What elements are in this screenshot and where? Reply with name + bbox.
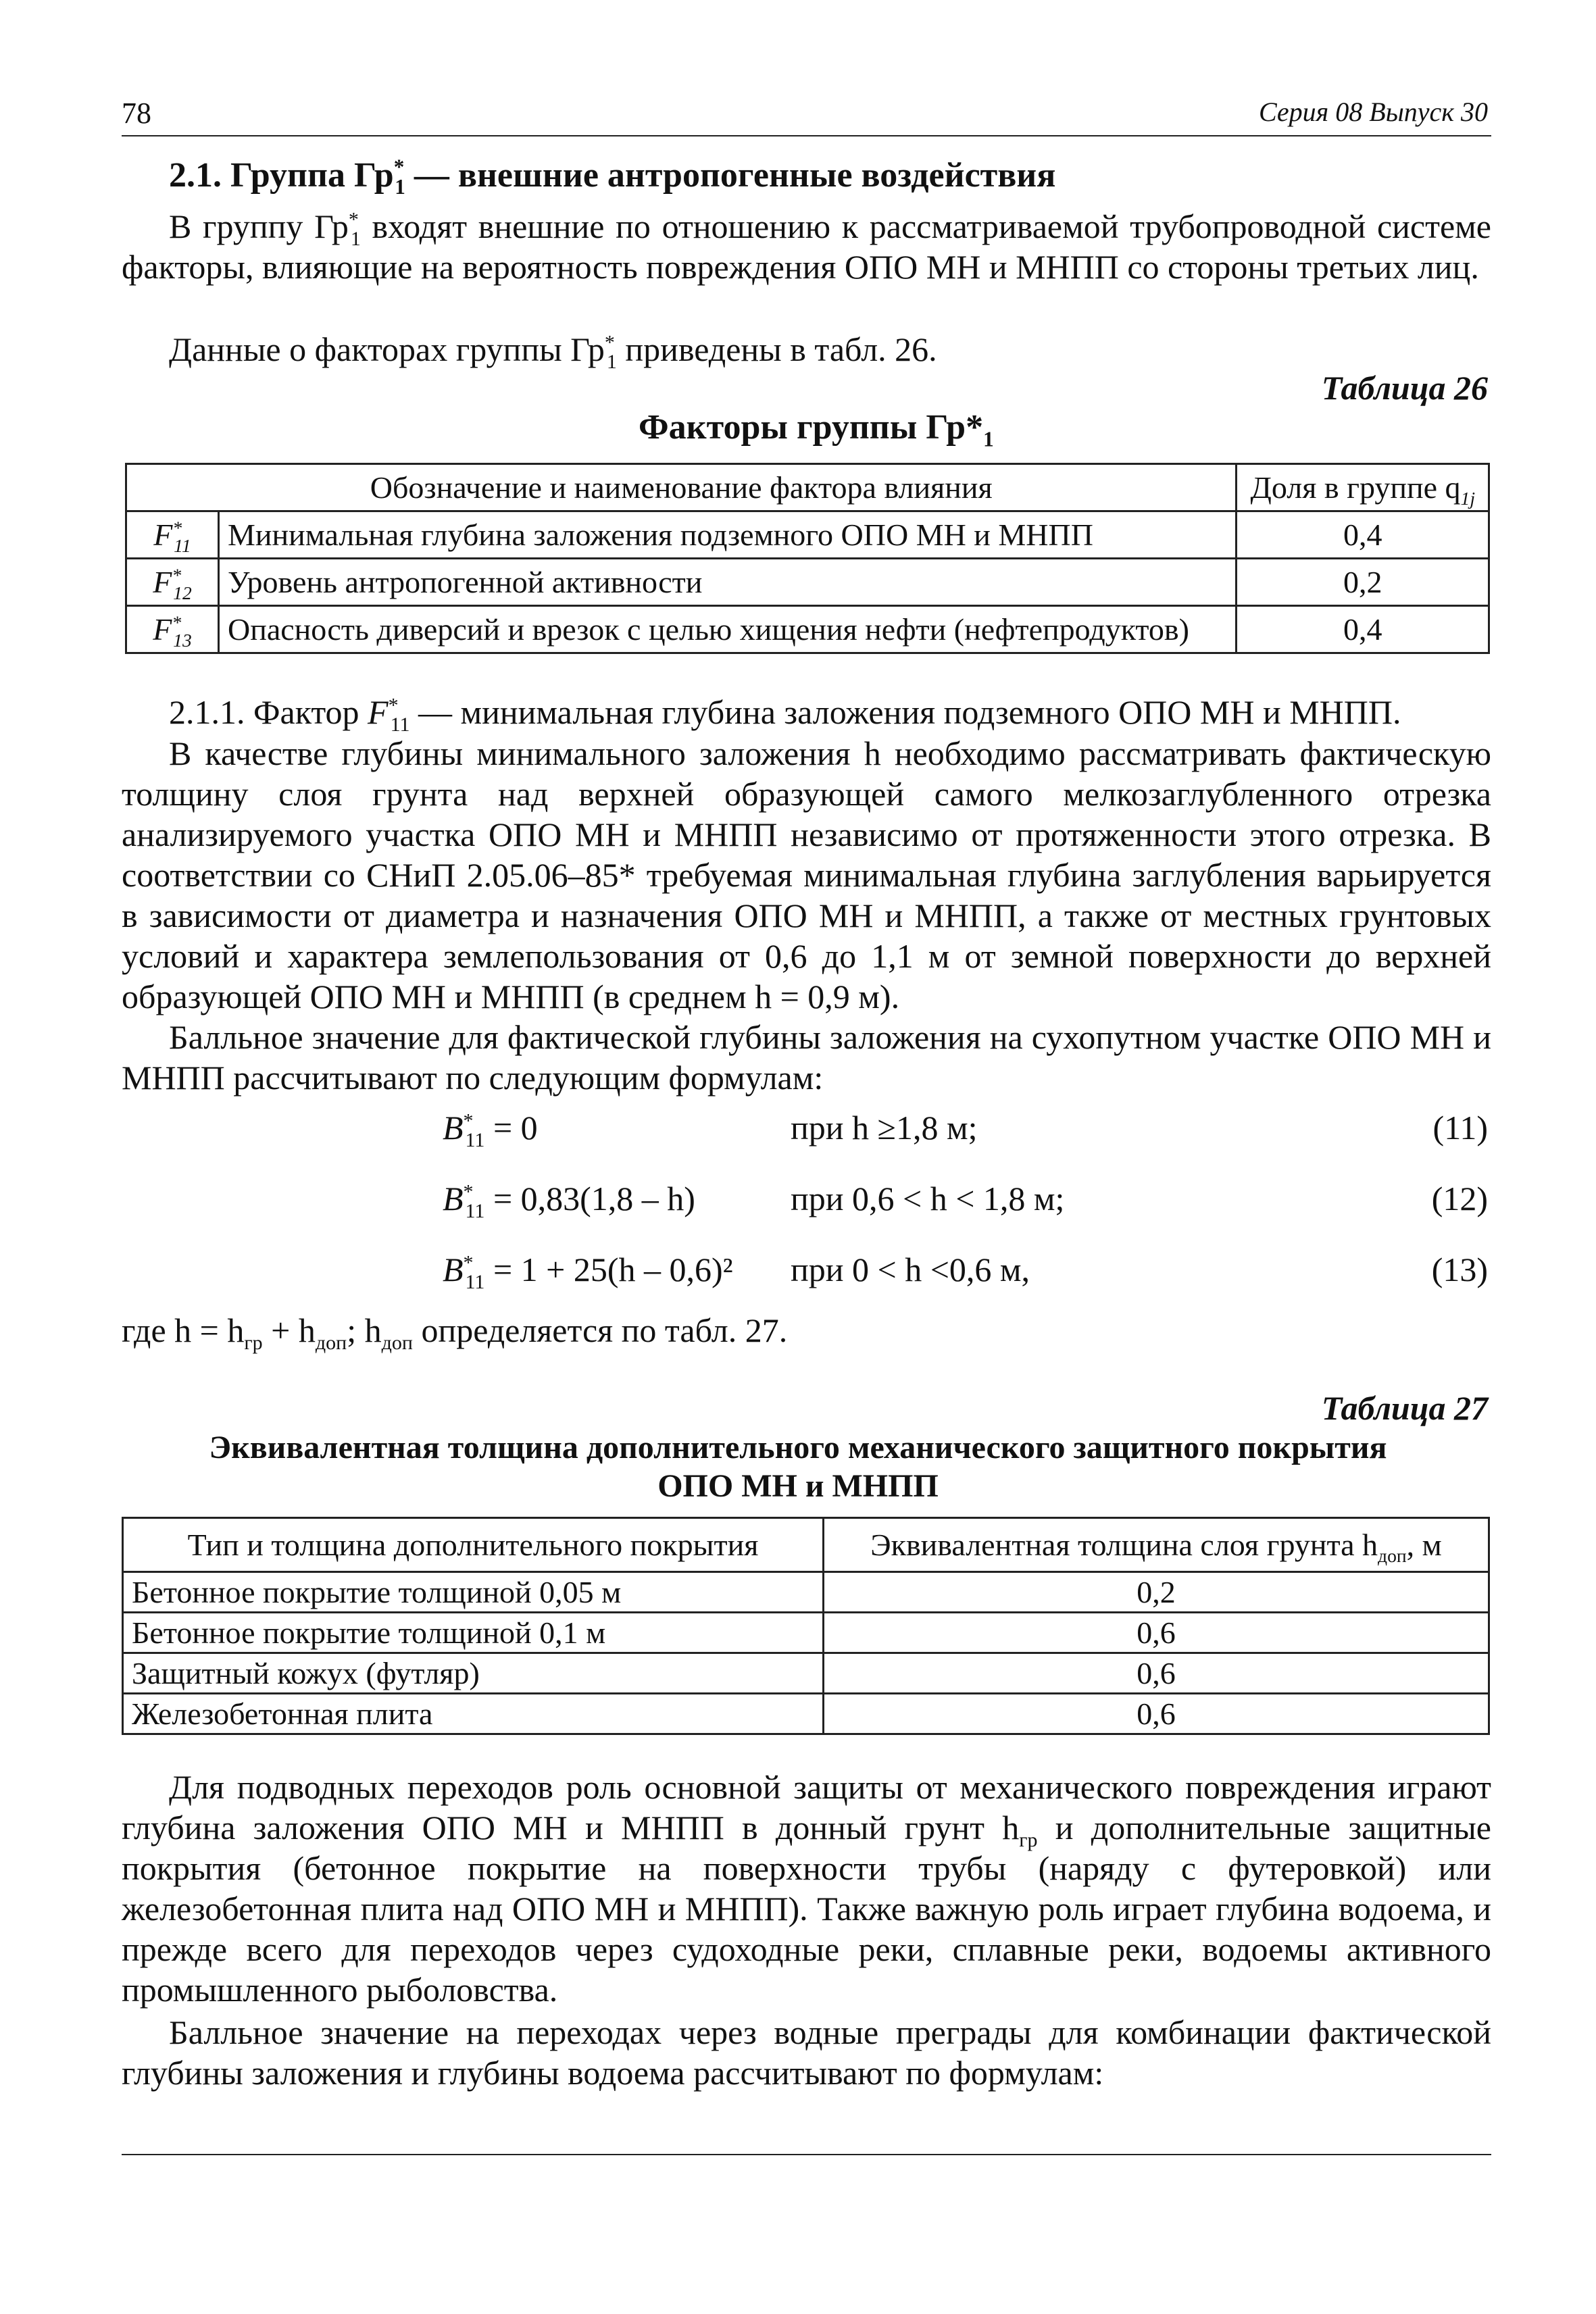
table27-label: Таблица 27 xyxy=(1321,1389,1488,1427)
table26-symbol: $F^*_{13}$ xyxy=(126,606,219,653)
table26-symbol: $F^*_{12}$ xyxy=(126,559,219,606)
table26-header-name: Обозначение и наименование фактора влияния xyxy=(126,464,1237,511)
formula-12-lhs: $B^*_{11} = 0,83(1,8 - h)$ xyxy=(443,1180,695,1222)
formula-12-number: (12) xyxy=(1431,1180,1488,1217)
closing-paragraph-1: Для подводных переходов роль основной защиты от механического повреждения играют глубина заложения ОПО МН и МНПП в донный грунт $h_{гр}$ и дополнительные защитные покрытия (бетонное покрытие на поверхности трубы (наряду с футеровкой) или железобетонная плита над ОПО МН и МНПП). Также важную роль играет глубина водоема, и прежде всего для переходов через судоходные реки, сплавные реки, водоемы активного промышленного рыболовства. xyxy=(122,1768,1491,2009)
table27 xyxy=(122,1517,1490,1735)
section-heading: 2.1. Группа $Гр^*_1$ — внешние антропогенные воздействия xyxy=(169,155,1056,199)
formula-12-condition: при 0,6 < h < 1,8 м; xyxy=(791,1180,1065,1217)
header-rule xyxy=(122,135,1491,136)
footer-rule xyxy=(122,2154,1491,2155)
table27-value: 0,6 xyxy=(824,1694,1489,1734)
table27-value: 0,6 xyxy=(824,1613,1489,1653)
formula-where-line: где $h = h_{гр} + h_{доп}$; $h_{доп}$ определяется по табл. 27. xyxy=(122,1311,788,1354)
table26-share: 0,4 xyxy=(1237,511,1489,559)
table-row xyxy=(126,511,1489,559)
table27-type: Защитный кожух (футляр) xyxy=(123,1653,824,1694)
table26-symbol: $F^*_{11}$ xyxy=(126,511,219,559)
table27-title-line2: ОПО МН и МНПП xyxy=(657,1468,939,1504)
table26-header-row xyxy=(126,464,1489,511)
table26 xyxy=(125,463,1490,654)
table-row xyxy=(123,1653,1489,1694)
series-label: Серия 08 Выпуск 30 xyxy=(1258,97,1488,127)
formula-11-lhs: $B^*_{11} = 0$ xyxy=(443,1109,538,1151)
formula-13-condition: при 0 < h <0,6 м, xyxy=(791,1251,1030,1288)
table27-header-type: Тип и толщина дополнительного покрытия xyxy=(123,1518,824,1572)
table26-share: 0,4 xyxy=(1237,606,1489,653)
formula-11-condition: при h ≥1,8 м; xyxy=(791,1109,978,1147)
table27-type: Железобетонная плита xyxy=(123,1694,824,1734)
table26-factor-name: Опасность диверсий и врезок с целью хищения нефти (нефтепродуктов) xyxy=(219,606,1237,653)
table27-header-eq: Эквивалентная толщина слоя грунта $h_{доп}$, м xyxy=(824,1518,1489,1572)
factor-211-heading: 2.1.1. Фактор $F^*_{11}$ — минимальная глубина заложения подземного ОПО МН и МНПП. xyxy=(169,693,1401,736)
table27-type: Бетонное покрытие толщиной 0,1 м xyxy=(123,1613,824,1653)
table-row xyxy=(126,559,1489,606)
table27-value: 0,6 xyxy=(824,1653,1489,1694)
table27-header-row xyxy=(123,1518,1489,1572)
page-number: 78 xyxy=(122,97,151,130)
formula-11-number: (11) xyxy=(1432,1109,1488,1147)
table26-label: Таблица 26 xyxy=(1321,369,1488,407)
table-row xyxy=(123,1572,1489,1613)
table27-title-line1: Эквивалентная толщина дополнительного механического защитного покрытия xyxy=(209,1430,1387,1465)
factor-211-paragraph-1: В качестве глубины минимального заложения h необходимо рассматривать фактическую толщину слоя грунта над верхней образующей самого мелкозаглубленного отрезка анализируемого участка ОПО МН и МНПП независимо от протяженности этого отрезка. В соответствии со СНиП 2.05.06–85* требуемая минимальная глубина заглубления варьируется в зависимости от диаметра и назначения ОПО МН и МНПП, а также от местных грунтовых условий и характера землепользования от 0,6 до 1,1 м от земной поверхности до верхней образующей ОПО МН и МНПП (в среднем h = 0,9 м). xyxy=(122,734,1491,1015)
table26-factor-name: Минимальная глубина заложения подземного ОПО МН и МНПП xyxy=(219,511,1237,559)
section-paragraph-1: В группу $Гр^*_1$ входят внешние по отношению к рассматриваемой трубопроводной системе факторы, влияющие на вероятность повреждения ОПО МН и МНПП со стороны третьих лиц. xyxy=(122,207,1491,286)
table26-header-share: Доля в группе $q_{1j}$ xyxy=(1237,464,1489,511)
section-paragraph-2: Данные о факторах группы $Гр^*_1$ приведены в табл. 26. xyxy=(169,330,937,373)
formula-13-number: (13) xyxy=(1431,1251,1488,1288)
table-row xyxy=(123,1694,1489,1734)
table26-title: Факторы группы $Гр*_1$ xyxy=(639,408,994,451)
factor-211-paragraph-2: Балльное значение для фактической глубины заложения на сухопутном участке ОПО МН и МНПП рассчитывают по следующим формулам: xyxy=(122,1018,1491,1097)
closing-paragraph-2: Балльное значение на переходах через водные преграды для комбинации фактической глубины заложения и глубины водоема рассчитывают по формулам: xyxy=(122,2013,1491,2092)
table-row xyxy=(126,606,1489,653)
table27-type: Бетонное покрытие толщиной 0,05 м xyxy=(123,1572,824,1613)
table26-share: 0,2 xyxy=(1237,559,1489,606)
table27-value: 0,2 xyxy=(824,1572,1489,1613)
table26-factor-name: Уровень антропогенной активности xyxy=(219,559,1237,606)
table-row xyxy=(123,1613,1489,1653)
formula-13-lhs: $B^*_{11} = 1 + 25(h - 0,6)^2$ xyxy=(443,1251,733,1293)
